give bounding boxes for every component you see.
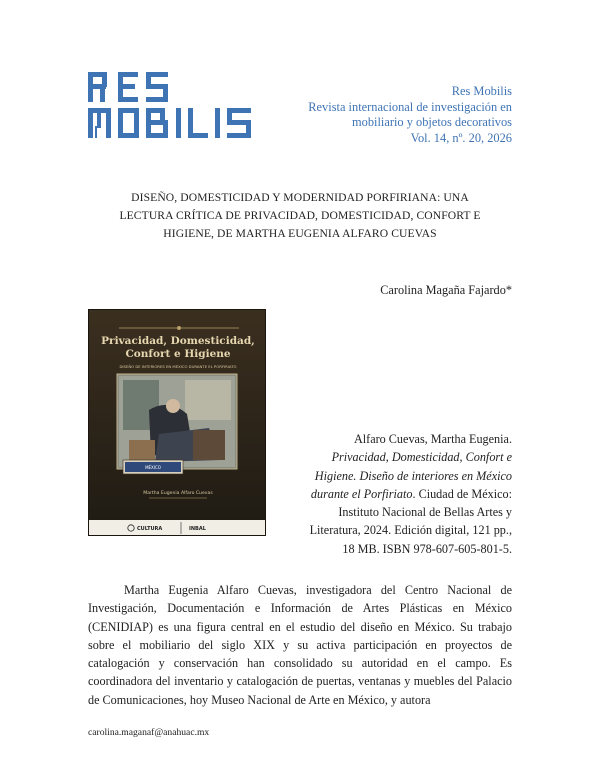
cover-title-line-1: Privacidad, Domesticidad, <box>101 335 255 347</box>
citation-publisher: Instituto Nacional de Bellas Artes y <box>338 505 512 520</box>
citation-title-1: Privacidad, Domesticidad, Confort e <box>331 450 512 465</box>
cover-subtitle: DISEÑO DE INTERIORES EN MÉXICO DURANTE EL PORFIRIATO <box>119 364 237 369</box>
citation-author: Alfaro Cuevas, Martha Eugenia. <box>353 432 512 446</box>
res-mobilis-logo <box>88 70 253 140</box>
book-citation <box>287 430 512 558</box>
body-paragraph: Martha Eugenia Alfaro Cuevas, investigadora del Centro Nacional de Investigación, Documentación e Información de Artes Plásticas en México (CENIDIAP) es una figura central en el estudio del diseño en México. Su trabajo sobre el mobiliario del siglo XIX y su activa participación en proyectos de catalogación y conservación han consolidado su autoridad en el campo. Es coordinadora del inventario y catalogación de puertas, ventanas y muebles del Palacio de Comunicaciones, hoy Museo Nacional de Arte en México, y autora <box>88 583 512 707</box>
footnote-email: carolina.maganaf@anahuac.mx <box>88 727 210 738</box>
book-cover <box>88 309 266 536</box>
article-title-line-1: DISEÑO, DOMESTICIDAD Y MODERNIDAD PORFIRIANA: UNA <box>131 191 469 204</box>
book-cover-art <box>89 310 266 536</box>
journal-subtitle-2: mobiliario y objetos decorativos <box>351 115 512 130</box>
cover-publisher-cultura: CULTURA <box>137 526 163 532</box>
citation-title-3: durante el Porfiriato <box>310 486 413 501</box>
cover-publisher-inbal: INBAL <box>189 526 206 532</box>
cover-author: Martha Eugenia Alfaro Cuevas <box>143 491 213 496</box>
journal-volume: Vol. 14, nº. 20, 2026 <box>410 130 512 145</box>
cover-title-line-2: Confort e Higiene <box>125 348 231 360</box>
article-author: Carolina Magaña Fajardo* <box>380 283 512 297</box>
journal-subtitle-1: Revista internacional de investigación en <box>308 99 512 114</box>
citation-isbn: 18 MB. ISBN 978-607-605-801-5. <box>342 541 512 556</box>
citation-place: . Ciudad de México: <box>412 486 512 501</box>
journal-header <box>308 84 512 146</box>
article-title-line-2: LECTURA CRÍTICA DE PRIVACIDAD, DOMESTICIDAD, CONFORT E <box>119 209 481 222</box>
citation-details: Literatura, 2024. Edición digital, 121 pp., <box>309 523 512 538</box>
article-title <box>88 189 512 243</box>
journal-name: Res Mobilis <box>451 84 512 98</box>
article-title-line-3: HIGIENE, DE MARTHA EUGENIA ALFARO CUEVAS <box>163 227 437 240</box>
citation-title-2: Higiene. Diseño de interiores en México <box>314 468 512 483</box>
cover-inset-label: MÉXICO <box>145 465 161 470</box>
